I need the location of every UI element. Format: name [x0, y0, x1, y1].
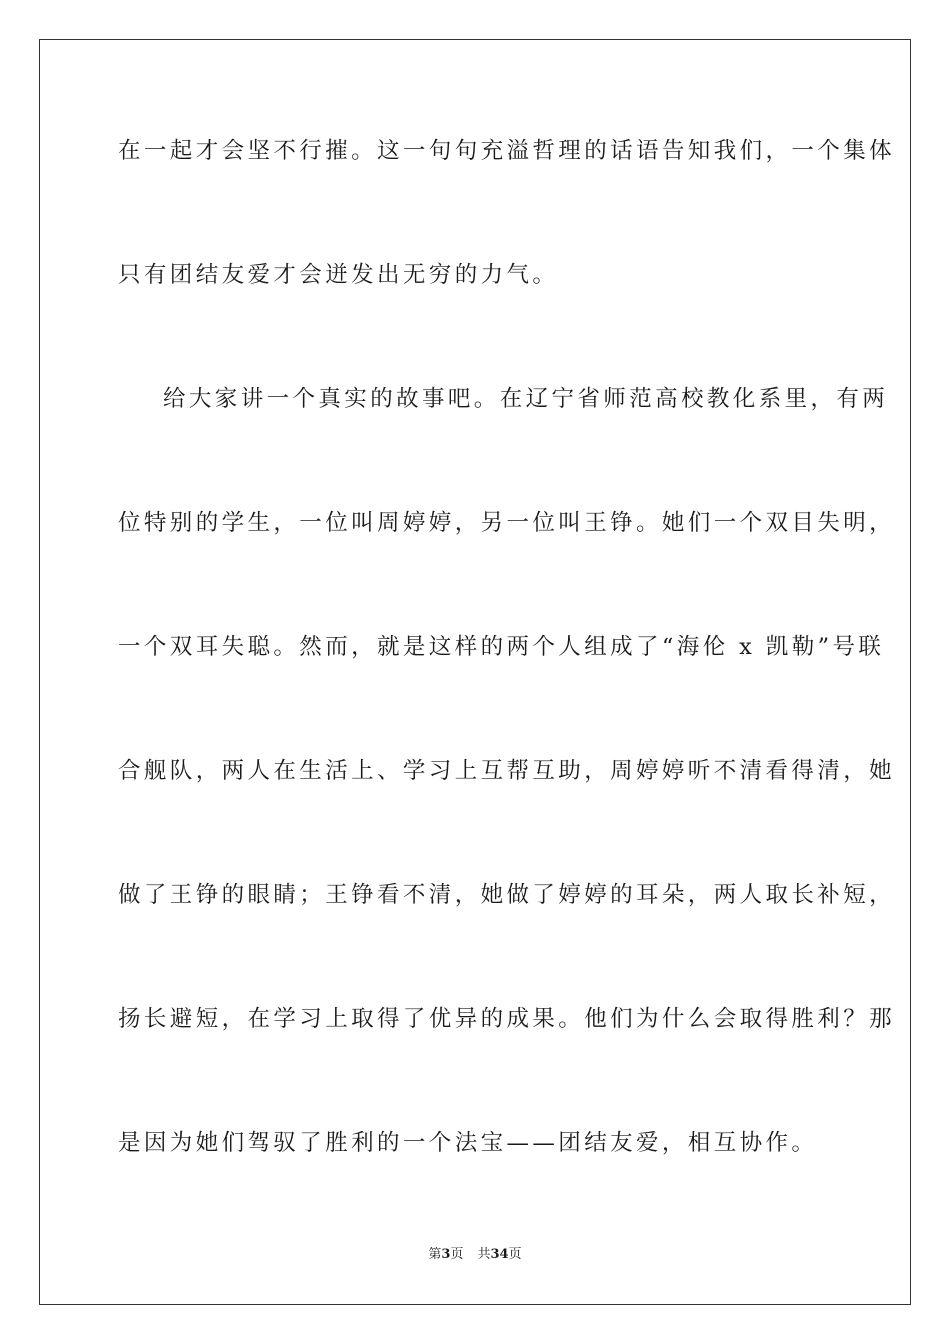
total-prefix: 共 — [477, 1247, 491, 1262]
page-number: 3 — [441, 1247, 451, 1262]
page-footer — [0, 1246, 950, 1264]
text-line-7: 做了王铮的眼睛；王铮看不清，她做了婷婷的耳朵，两人取长补短， — [118, 882, 896, 908]
paragraph-start-line: 给大家讲一个真实的故事吧。在辽宁省师范高校教化系里，有两 — [163, 386, 889, 412]
text-line-2: 只有团结友爱才会迸发出无穷的力气。 — [118, 262, 559, 288]
page-prefix: 第 — [428, 1247, 442, 1262]
total-pages: 34 — [490, 1247, 509, 1262]
text-line-1: 在一起才会坚不行摧。这一句句充溢哲理的话语告知我们，一个集体 — [118, 138, 896, 164]
total-suffix: 页 — [508, 1247, 522, 1262]
text-line-4: 位特别的学生，一位叫周婷婷，另一位叫王铮。她们一个双目失明， — [118, 510, 896, 536]
page-suffix: 页 — [450, 1247, 464, 1262]
text-line-5: 一个双耳失聪。然而，就是这样的两个人组成了“海伦 x 凯勒”号联 — [118, 634, 885, 660]
text-line-8: 扬长避短，在学习上取得了优异的成果。他们为什么会取得胜利？那 — [118, 1006, 896, 1032]
page-border — [39, 39, 911, 1305]
text-line-6: 合舰队，两人在生活上、学习上互帮互助，周婷婷听不清看得清，她 — [118, 758, 896, 784]
text-line-9: 是因为她们驾驭了胜利的一个法宝——团结友爱，相互协作。 — [118, 1130, 818, 1156]
